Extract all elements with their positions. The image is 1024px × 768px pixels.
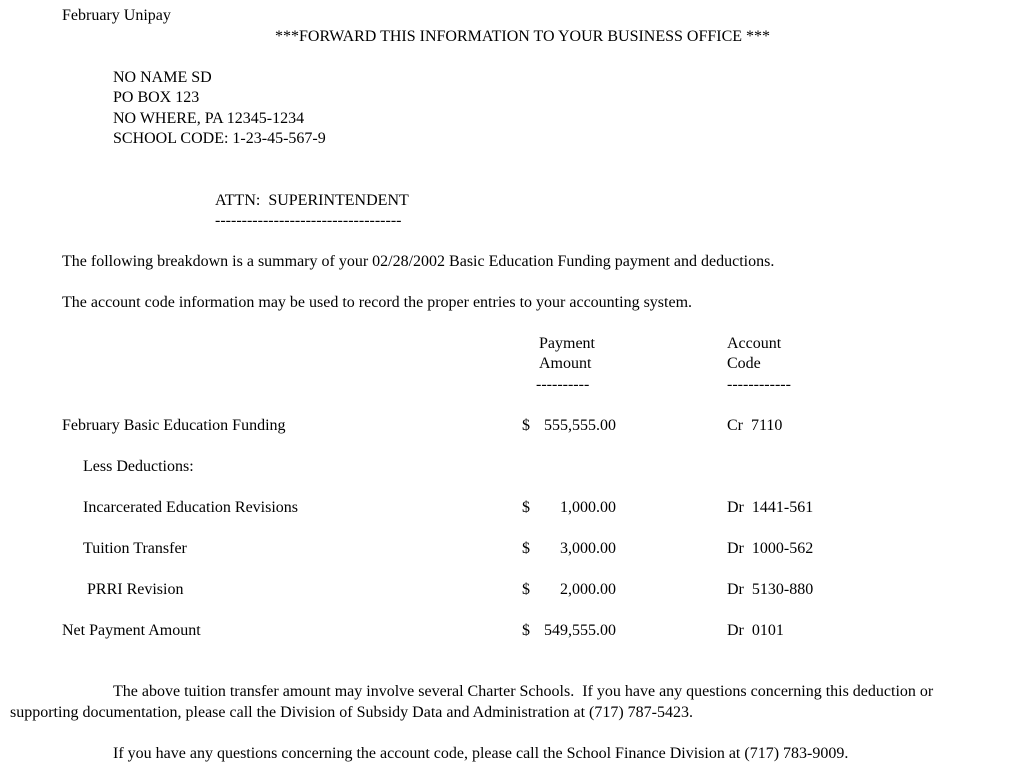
- deductions-heading: Less Deductions:: [83, 458, 194, 475]
- row-label: PRRI Revision: [87, 581, 184, 598]
- tuition-note-line2: supporting documentation, please call the Division of Subsidy Data and Administration at (717) 787-5423.: [10, 704, 693, 721]
- row-currency: $: [522, 540, 530, 557]
- payment-header-rule: ----------: [536, 376, 590, 393]
- row-amount: 3,000.00: [560, 540, 616, 557]
- city-state-zip: NO WHERE, PA 12345-1234: [113, 110, 305, 127]
- payment-header-line1: Payment: [539, 335, 595, 352]
- payment-header-line2: Amount: [539, 355, 592, 372]
- row-account-code: Dr 0101: [727, 622, 784, 639]
- row-currency: $: [522, 417, 530, 434]
- row-account-code: Cr 7110: [727, 417, 783, 434]
- row-amount: 555,555.00: [544, 417, 616, 434]
- account-header-rule: ------------: [727, 376, 791, 393]
- row-label: Net Payment Amount: [62, 622, 201, 639]
- row-currency: $: [522, 581, 530, 598]
- row-account-code: Dr 1441-561: [727, 499, 814, 516]
- account-header-line2: Code: [727, 355, 761, 372]
- forward-notice: ***FORWARD THIS INFORMATION TO YOUR BUSINESS OFFICE ***: [275, 28, 771, 45]
- po-box: PO BOX 123: [113, 89, 200, 106]
- attention-line: ATTN: SUPERINTENDENT: [215, 192, 409, 209]
- row-amount: 1,000.00: [560, 499, 616, 516]
- row-currency: $: [522, 622, 530, 639]
- row-account-code: Dr 1000-562: [727, 540, 814, 557]
- row-label: Tuition Transfer: [83, 540, 187, 557]
- account-header-line1: Account: [727, 335, 782, 352]
- row-label: February Basic Education Funding: [62, 417, 286, 434]
- district-name: NO NAME SD: [113, 69, 212, 86]
- document-title: February Unipay: [62, 7, 171, 24]
- row-label: Incarcerated Education Revisions: [83, 499, 299, 516]
- row-amount: 2,000.00: [560, 581, 616, 598]
- summary-paragraph: The following breakdown is a summary of your 02/28/2002 Basic Education Funding payment and deductions.: [62, 253, 775, 270]
- row-currency: $: [522, 499, 530, 516]
- row-account-code: Dr 5130-880: [727, 581, 814, 598]
- school-code: SCHOOL CODE: 1-23-45-567-9: [113, 130, 326, 147]
- account-note-paragraph: The account code information may be used to record the proper entries to your accounting system.: [62, 294, 693, 311]
- attention-underline: -----------------------------------: [215, 212, 402, 229]
- tuition-note-line1: The above tuition transfer amount may involve several Charter Schools. If you have any questions concerning this deduction or: [113, 683, 934, 700]
- row-amount: 549,555.00: [544, 622, 616, 639]
- account-code-contact-note: If you have any questions concerning the account code, please call the School Finance Division at (717) 783-9009.: [113, 745, 849, 762]
